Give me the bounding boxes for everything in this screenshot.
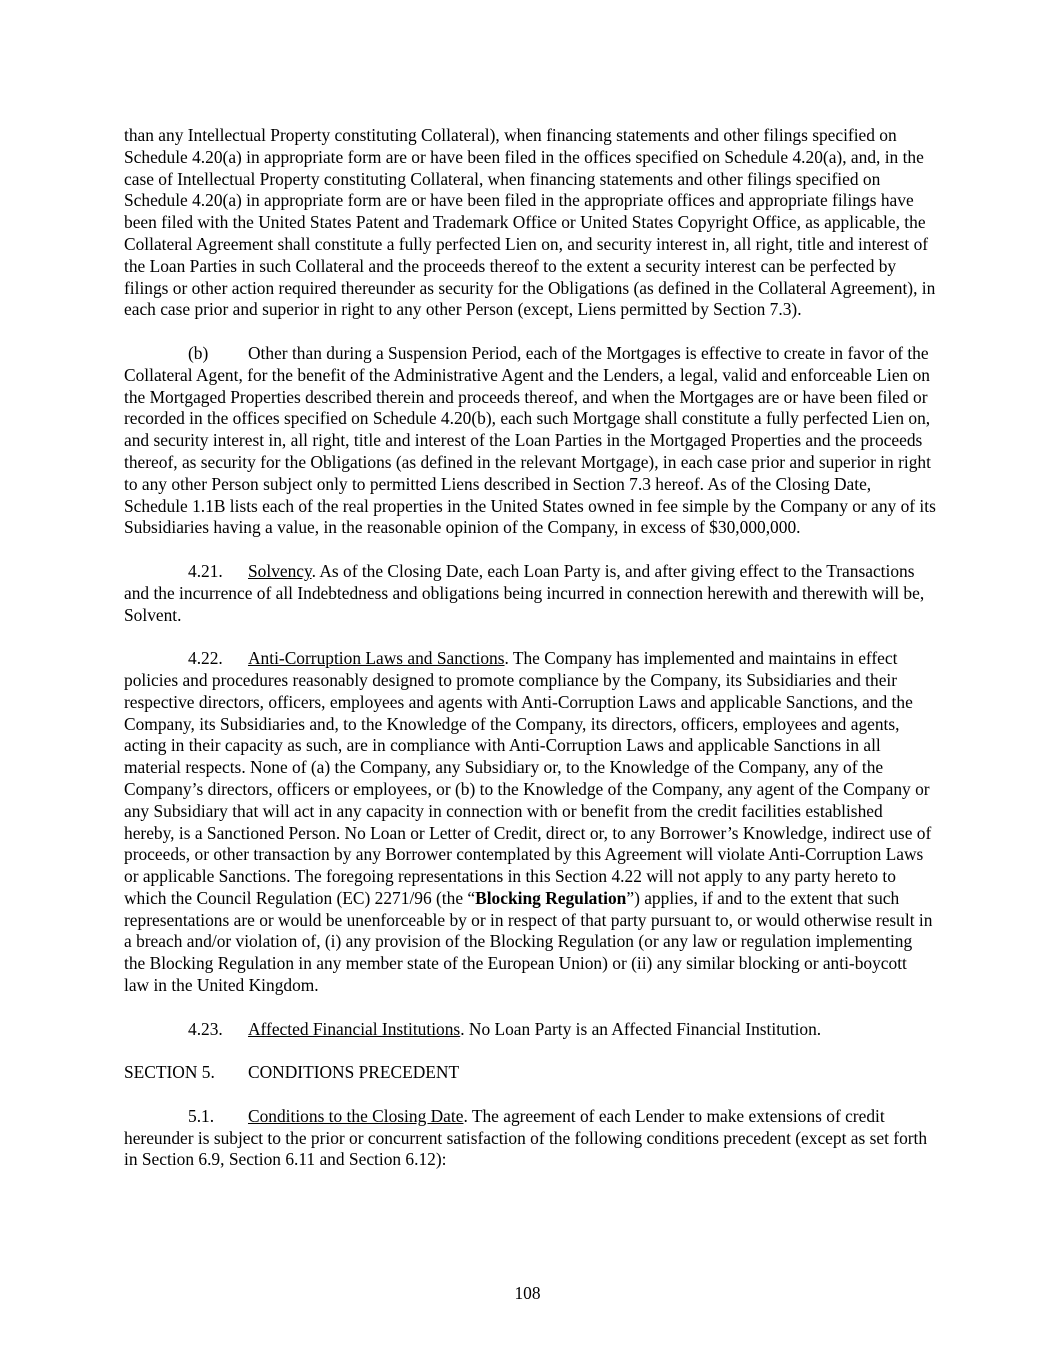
section-label: SECTION 5. [124, 1062, 215, 1083]
page-number: 108 [514, 1283, 541, 1303]
paragraph-label: (b) [188, 342, 209, 363]
section-title: Affected Financial Institutions [248, 1018, 461, 1039]
section-title: Solvency [248, 560, 312, 581]
paragraph-continued: than any Intellectual Property constituting Collateral), when financing statements and other filings specified on Schedule 4.20(a) in appropriate form are or have been filed in the offices specified on Schedule 4.20(a), and, in the case of Intellectual Property constituting Collateral, when financing statements and other filings specified on Schedule 4.20(a) in appropriate form are or have been filed in the appropriate offices and appropriate filings have been filed with the United States Patent and Trademark Office or United States Copyright Office, as applicable, the Collateral Agreement shall constitute a fully perfected Lien on, and security interest in, all right, title and interest of the Loan Parties in such Collateral and the proceeds thereof to the extent a security interest can be perfected by filings or other action required thereunder as security for the Obligations (as defined in the Collateral Agreement), in each case prior and superior in right to any other Person (except, Liens permitted by Section 7.3). [124, 125, 936, 320]
paragraph-text: Other than during a Suspension Period, each of the Mortgages is effective to create in favor of the Collateral Agent, for the benefit of the Administrative Agent and the Lenders, a legal, valid and enforceable Lien on the Mortgaged Properties described therein and proceeds thereof, and when the Mortgages are or have been filed or recorded in the offices specified on Schedule 4.20(b), each such Mortgage shall constitute a fully perfected Lien on, and security interest in, all right, title and interest of the Loan Parties in the Mortgaged Properties and the proceeds thereof, as security for the Obligations (as defined in the relevant Mortgage), in each case prior and superior in right to any other Person subject only to permitted Liens described in Section 7.3 hereof. As of the Closing Date, Schedule 1.1B lists each of the real properties in the United States owned in fee simple by the Company or any of its Subsidiaries having a value, in the reasonable opinion of the Company, in excess of $30,000,000. [124, 342, 936, 538]
section-number: 4.23. [188, 1018, 223, 1039]
section-title: Anti-Corruption Laws and Sanctions [248, 648, 505, 669]
section-title: Conditions to the Closing Date [248, 1105, 464, 1126]
section-number: 4.22. [188, 648, 223, 669]
section-4-23 [124, 1019, 936, 1041]
section-4-22 [124, 648, 936, 997]
section-text: . As of the Closing Date, each Loan Party is, and after giving effect to the Transactions and the incurrence of all Indebtedness and obligations being incurred in connection herewith and therewith will be, Solvent. [124, 560, 925, 625]
section-text: . The agreement of each Lender to make extensions of credit hereunder is subject to the prior or concurrent satisfaction of the following conditions precedent (except as set forth in Section 6.9, Section 6.11 and Section 6.12): [124, 1105, 928, 1170]
section-5-1 [124, 1106, 936, 1171]
section-heading-title: CONDITIONS PRECEDENT [248, 1062, 460, 1083]
section-text: . No Loan Party is an Affected Financial Institution. [460, 1018, 822, 1039]
defined-term: Blocking Regulation [475, 887, 627, 908]
section-4-21 [124, 561, 936, 626]
section-number: 5.1. [188, 1105, 215, 1126]
section-text-continued: ”) applies, if and to the extent that such representations are or would be unenforceable by or in respect of that party pursuant to, or would otherwise result in a breach and/or violation of, (i) any provision of the Blocking Regulation (or any law or regulation implementing the Blocking Regulation in any member state of the European Union) or (ii) any similar blocking or anti-boycott law in the United Kingdom. [124, 887, 933, 996]
document-page [124, 125, 936, 1193]
section-5-heading [124, 1062, 936, 1084]
paragraph-b [124, 343, 936, 539]
section-text: . The Company has implemented and maintains in effect policies and procedures reasonably designed to promote compliance by the Company, its Subsidiaries and their respective directors, officers, employees and agents with Anti-Corruption Laws and applicable Sanctions, and the Company, its Subsidiaries and, to the Knowledge of the Company, its directors, officers, employees and agents, acting in their capacity as such, are in compliance with Anti-Corruption Laws and applicable Sanctions in all material respects. None of (a) the Company, any Subsidiary or, to the Knowledge of the Company, any of the Company’s directors, officers or employees, or (b) to the Knowledge of the Company, any agent of the Company or any Subsidiary that will act in any capacity in connection with or benefit from the credit facilities established hereby, is a Sanctioned Person. No Loan or Letter of Credit, direct or, to any Borrower’s Knowledge, indirect use of proceeds, or other transaction by any Borrower contemplated by this Agreement will violate Anti-Corruption Laws or applicable Sanctions. The foregoing representations in this Section 4.22 will not apply to any party hereto to which the Council Regulation (EC) 2271/96 (the “ [124, 648, 932, 908]
section-number: 4.21. [188, 560, 223, 581]
